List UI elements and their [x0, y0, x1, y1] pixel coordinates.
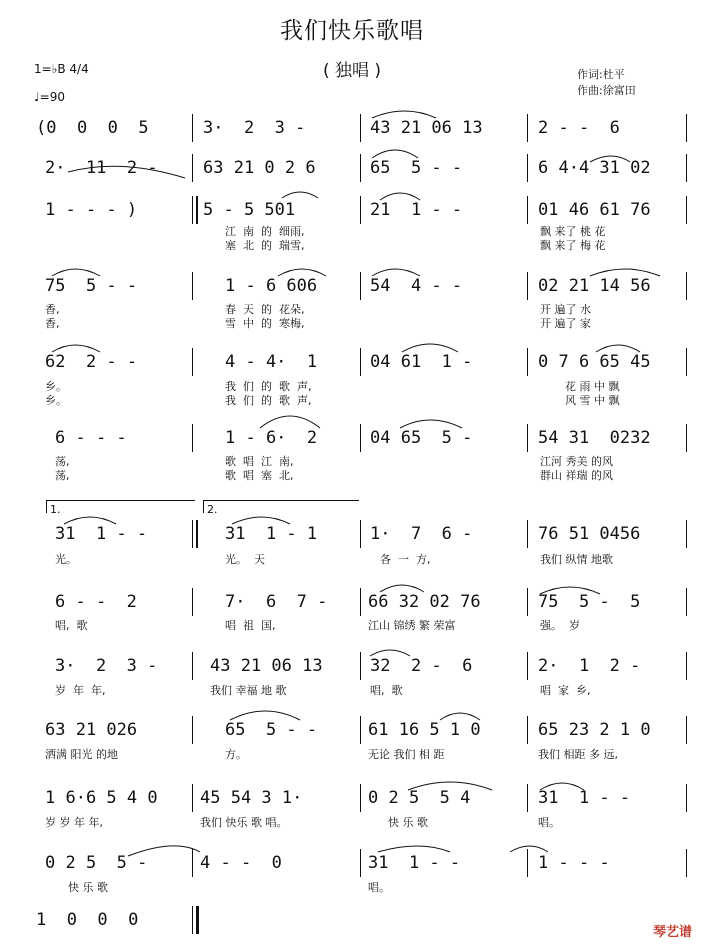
- lyric-line: 春 天 的 花朵,: [225, 303, 305, 316]
- volta-label: 1.: [50, 503, 61, 516]
- slur: [232, 517, 290, 524]
- slur: [590, 156, 630, 162]
- slur: [128, 846, 200, 856]
- measure: 75 5 - -: [45, 276, 138, 296]
- slur: [372, 111, 436, 118]
- slur: [510, 846, 548, 852]
- measure: 62 2 - -: [45, 352, 138, 372]
- measure: 4 - - 0: [200, 853, 282, 873]
- lyric-line: 我 们 的 歌 声,: [225, 394, 312, 407]
- tempo-marking: ♩=90: [34, 90, 65, 104]
- song-title: 我们快乐歌唱: [280, 18, 424, 44]
- lyric-line: 荡,: [55, 455, 70, 468]
- measure: 04 61 1 -: [370, 352, 473, 372]
- measure: 4 - 4· 1: [225, 352, 318, 372]
- measure: 7· 6 7 -: [225, 592, 328, 612]
- measure: 6 - - 2: [55, 592, 137, 612]
- lyric-line: 方。: [225, 748, 247, 761]
- lyric-line: 光。 天: [225, 553, 265, 566]
- song-subtitle: ( 独唱 ): [322, 61, 382, 81]
- measure: 6 - - -: [55, 428, 127, 448]
- measure: 31 1 - -: [55, 524, 148, 544]
- measure: 1· 7 6 -: [370, 524, 473, 544]
- slur: [282, 192, 318, 198]
- slur: [590, 269, 660, 276]
- lyric-line: 我们 相距 多 远,: [538, 748, 618, 761]
- lyric-line: 江 南 的 细雨,: [225, 225, 305, 238]
- measure: 1 - - -: [538, 853, 610, 873]
- slur: [400, 420, 462, 428]
- lyric-line: 快 乐 歌: [388, 816, 428, 829]
- measure: 1 - 6 606: [225, 276, 318, 296]
- slur: [370, 650, 410, 656]
- lyric-line: 乡。: [45, 380, 67, 393]
- slur: [380, 585, 424, 592]
- slur: [402, 344, 458, 352]
- slur: [540, 587, 600, 594]
- lyric-line: 无论 我们 相 距: [368, 748, 445, 761]
- measure: 1 - 6· 2: [225, 428, 318, 448]
- measure: 43 21 06 13: [370, 118, 483, 138]
- measure: 0 2 5 5 4: [368, 788, 471, 808]
- measure: 21 1 - -: [370, 200, 463, 220]
- measure: 61 16 5 1 0: [368, 720, 481, 740]
- measure: 75 5 - 5: [538, 592, 641, 612]
- lyric-line: 花 雨 中 飘: [565, 380, 620, 393]
- lyric-line: 各 一 方,: [380, 553, 431, 566]
- lyric-line: 群山 祥瑞 的风: [540, 469, 613, 482]
- slur: [68, 166, 185, 178]
- volta-label: 2.: [207, 503, 218, 516]
- measure: 1 0 0 0: [36, 910, 139, 930]
- measure: 3· 2 3 -: [55, 656, 158, 676]
- slur: [52, 269, 100, 276]
- measure: 0 7 6 65 45: [538, 352, 651, 372]
- lyric-line: 歌 唱 江 南,: [225, 455, 294, 468]
- measure: 01 46 61 76: [538, 200, 651, 220]
- measure: 63 21 0 2 6: [203, 158, 316, 178]
- measure: 6 4·4 31 02: [538, 158, 651, 178]
- measure: 04 65 5 -: [370, 428, 473, 448]
- measure: 5 - 5 501: [203, 200, 296, 220]
- measure: 2 - - 6: [538, 118, 620, 138]
- measure: 65 5 - -: [370, 158, 463, 178]
- slur: [596, 345, 640, 352]
- measure: (0 0 0 5: [36, 118, 149, 138]
- lyric-line: 开 遍了 水: [540, 303, 591, 316]
- measure: 66 32 02 76: [368, 592, 481, 612]
- lyric-line: 飘 来了 桃 花: [540, 225, 606, 238]
- composer-credit: 作曲:徐富田: [577, 84, 636, 97]
- measure: 31 1 - 1: [225, 524, 318, 544]
- lyric-line: 开 遍了 家: [540, 317, 591, 330]
- measure: 02 21 14 56: [538, 276, 651, 296]
- lyric-line: 唱 祖 国,: [225, 619, 276, 632]
- measure: 32 2 - 6: [370, 656, 473, 676]
- measure: 43 21 06 13: [210, 656, 323, 676]
- measure: 3· 2 3 -: [203, 118, 306, 138]
- lyric-line: 唱, 歌: [55, 619, 88, 632]
- lyric-line: 歌 唱 塞 北,: [225, 469, 294, 482]
- slur: [372, 269, 420, 276]
- lyric-line: 我们 快乐 歌 唱。: [200, 816, 288, 829]
- measure: 1 - - - ): [45, 200, 138, 220]
- lyric-line: 雪 中 的 寒梅,: [225, 317, 305, 330]
- slur: [372, 150, 418, 158]
- measure: 65 23 2 1 0: [538, 720, 651, 740]
- slur: [230, 711, 300, 720]
- measure: 31 1 - -: [538, 788, 631, 808]
- slur: [64, 517, 116, 524]
- measure: 2· 1 2 -: [538, 656, 641, 676]
- lyric-line: 唱, 歌: [370, 684, 403, 697]
- measure: 2· 11 2 -: [45, 158, 158, 178]
- measure: 54 31 0232: [538, 428, 651, 448]
- lyric-line: 光。: [55, 553, 77, 566]
- slur: [278, 269, 326, 276]
- key-signature: 1=♭B 4/4: [34, 62, 89, 76]
- slur: [440, 713, 480, 720]
- measure: 76 51 0456: [538, 524, 641, 544]
- lyric-line: 江河 秀美 的风: [540, 455, 613, 468]
- lyric-line: 唱 家 乡,: [540, 684, 591, 697]
- measure: 0 2 5 5 -: [45, 853, 148, 873]
- lyric-line: 江山 锦绣 繁 荣富: [368, 619, 456, 632]
- lyric-line: 我们 纵情 地歌: [540, 553, 613, 566]
- lyric-line: 我 们 的 歌 声,: [225, 380, 312, 393]
- lyric-line: 洒满 阳光 的地: [45, 748, 118, 761]
- lyric-line: 岁 年 年,: [55, 684, 106, 697]
- lyric-line: 风 雪 中 飘: [565, 394, 620, 407]
- lyric-line: 香,: [45, 317, 60, 330]
- lyric-line: 唱。: [538, 816, 560, 829]
- measure: 54 4 - -: [370, 276, 463, 296]
- measure: 65 5 - -: [225, 720, 318, 740]
- lyric-line: 唱。: [368, 881, 390, 894]
- lyric-line: 塞 北 的 瑞雪,: [225, 239, 305, 252]
- slur: [408, 782, 492, 790]
- measure: 63 21 026: [45, 720, 138, 740]
- lyric-line: 岁 岁 年 年,: [45, 816, 103, 829]
- slur: [52, 345, 100, 352]
- lyric-line: 飘 来了 梅 花: [540, 239, 606, 252]
- watermark-logo: 琴艺谱: [652, 925, 692, 940]
- measure: 31 1 - -: [368, 853, 461, 873]
- measure: 1 6·6 5 4 0: [45, 788, 158, 808]
- lyric-line: 我们 幸福 地 歌: [210, 684, 287, 697]
- lyric-line: 乡。: [45, 394, 67, 407]
- lyric-line: 快 乐 歌: [68, 881, 108, 894]
- slur: [378, 846, 450, 852]
- slur: [540, 783, 584, 790]
- lyric-line: 香,: [45, 303, 60, 316]
- lyric-line: 强。 岁: [540, 619, 580, 632]
- slur: [380, 193, 420, 200]
- measure: 45 54 3 1·: [200, 788, 303, 808]
- lyric-line: 荡,: [55, 469, 70, 482]
- slur: [260, 416, 320, 428]
- lyricist-credit: 作词:杜平: [577, 68, 625, 81]
